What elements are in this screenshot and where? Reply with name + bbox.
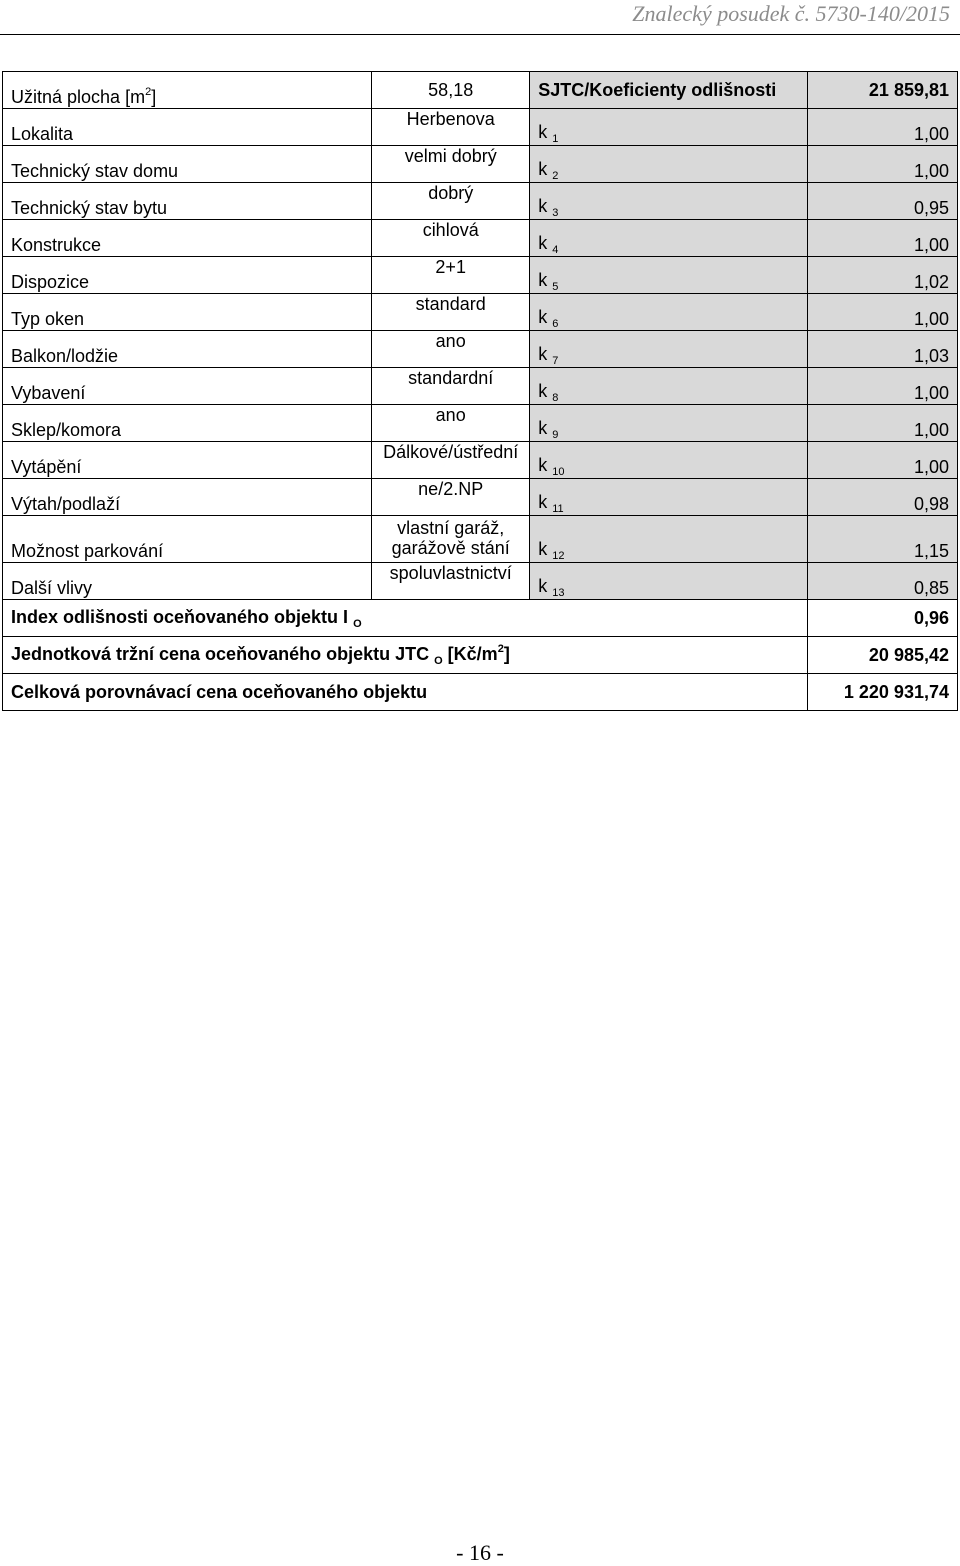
total-price-label: Celková porovnávací cena oceňovaného objektu [3,674,808,711]
coefficients-header: SJTC/Koeficienty odlišnosti [530,72,808,109]
row-label: Technický stav bytu [3,183,372,220]
row-coefficient-value: 1,00 [808,294,958,331]
row-parameter: cihlová [372,220,530,257]
row-parameter: standard [372,294,530,331]
row-parameter: Dálkové/ústřední [372,442,530,479]
row-parameter: ano [372,331,530,368]
sjtc-value: 21 859,81 [808,72,958,109]
index-value: 0,96 [808,600,958,637]
row-label: Sklep/komora [3,405,372,442]
row-label: Další vlivy [3,563,372,600]
row-coefficient: k $_6$ [530,294,808,331]
row-coefficient-value: 1,15 [808,516,958,563]
floor-area-value: 58,18 [372,72,530,109]
row-parameter: ne/2.NP [372,479,530,516]
row-coefficient: k $_4$ [530,220,808,257]
row-label: Vybavení [3,368,372,405]
row-coefficient: k $_7$ [530,331,808,368]
row-label: Balkon/lodžie [3,331,372,368]
row-label: Dispozice [3,257,372,294]
row-coefficient: k $_9$ [530,405,808,442]
row-coefficient-value: 1,00 [808,442,958,479]
row-coefficient-value: 1,00 [808,368,958,405]
row-coefficient: k $_5$ [530,257,808,294]
row-coefficient-value: 1,00 [808,109,958,146]
table-row [3,516,958,563]
row-label: Lokalita [3,109,372,146]
row-label: Možnost parkování [3,516,372,563]
unit-price-label: Jednotková tržní cena oceňovaného objektu JTC $_O$ $[Kč/m^2]$ [3,637,808,674]
row-coefficient: k $_8$ [530,368,808,405]
unit-price-value: 20 985,42 [808,637,958,674]
row-coefficient: k $_3$ [530,183,808,220]
row-coefficient-value: 0,95 [808,183,958,220]
table-row [3,442,958,479]
row-label: Vytápění [3,442,372,479]
row-label: Konstrukce [3,220,372,257]
valuation-table [2,71,958,711]
row-coefficient: k $_{11}$ [530,479,808,516]
row-parameter: Herbenova [372,109,530,146]
unit-price-row [3,637,958,674]
header-rule [0,34,960,35]
table-row [3,257,958,294]
row-parameter: 2+1 [372,257,530,294]
table-row [3,405,958,442]
table-row [3,220,958,257]
table-row [3,146,958,183]
index-label: Index odlišnosti oceňovaného objektu I $_O$ [3,600,808,637]
document-header-title: Znalecký posudek č. 5730-140/2015 [632,1,950,26]
table-row [3,109,958,146]
floor-area-label: Užitná plocha $[m^2]$ [3,72,372,109]
page-number: - 16 - [456,1540,504,1565]
table-row [3,368,958,405]
row-coefficient-value: 1,02 [808,257,958,294]
table-row [3,183,958,220]
row-label: Výtah/podlaží [3,479,372,516]
table-row [3,563,958,600]
row-coefficient-value: 0,98 [808,479,958,516]
row-coefficient-value: 1,03 [808,331,958,368]
row-coefficient: k $_{13}$ [530,563,808,600]
index-row [3,600,958,637]
table-row [3,294,958,331]
row-parameter: dobrý [372,183,530,220]
total-price-row [3,674,958,711]
total-price-value: 1 220 931,74 [808,674,958,711]
row-parameter: standardní [372,368,530,405]
row-coefficient-value: 1,00 [808,220,958,257]
row-coefficient: k $_2$ [530,146,808,183]
row-parameter: spoluvlastnictví [372,563,530,600]
table-row [3,331,958,368]
row-parameter: vlastní garáž, garážově stání [372,516,530,563]
table-row [3,479,958,516]
row-parameter: velmi dobrý [372,146,530,183]
row-coefficient: k $_{10}$ [530,442,808,479]
row-label: Technický stav domu [3,146,372,183]
row-coefficient: k $_{12}$ [530,516,808,563]
row-coefficient-value: 1,00 [808,146,958,183]
row-coefficient-value: 0,85 [808,563,958,600]
row-coefficient: k $_1$ [530,109,808,146]
table-header-row [3,72,958,109]
row-parameter: ano [372,405,530,442]
row-coefficient-value: 1,00 [808,405,958,442]
row-label: Typ oken [3,294,372,331]
